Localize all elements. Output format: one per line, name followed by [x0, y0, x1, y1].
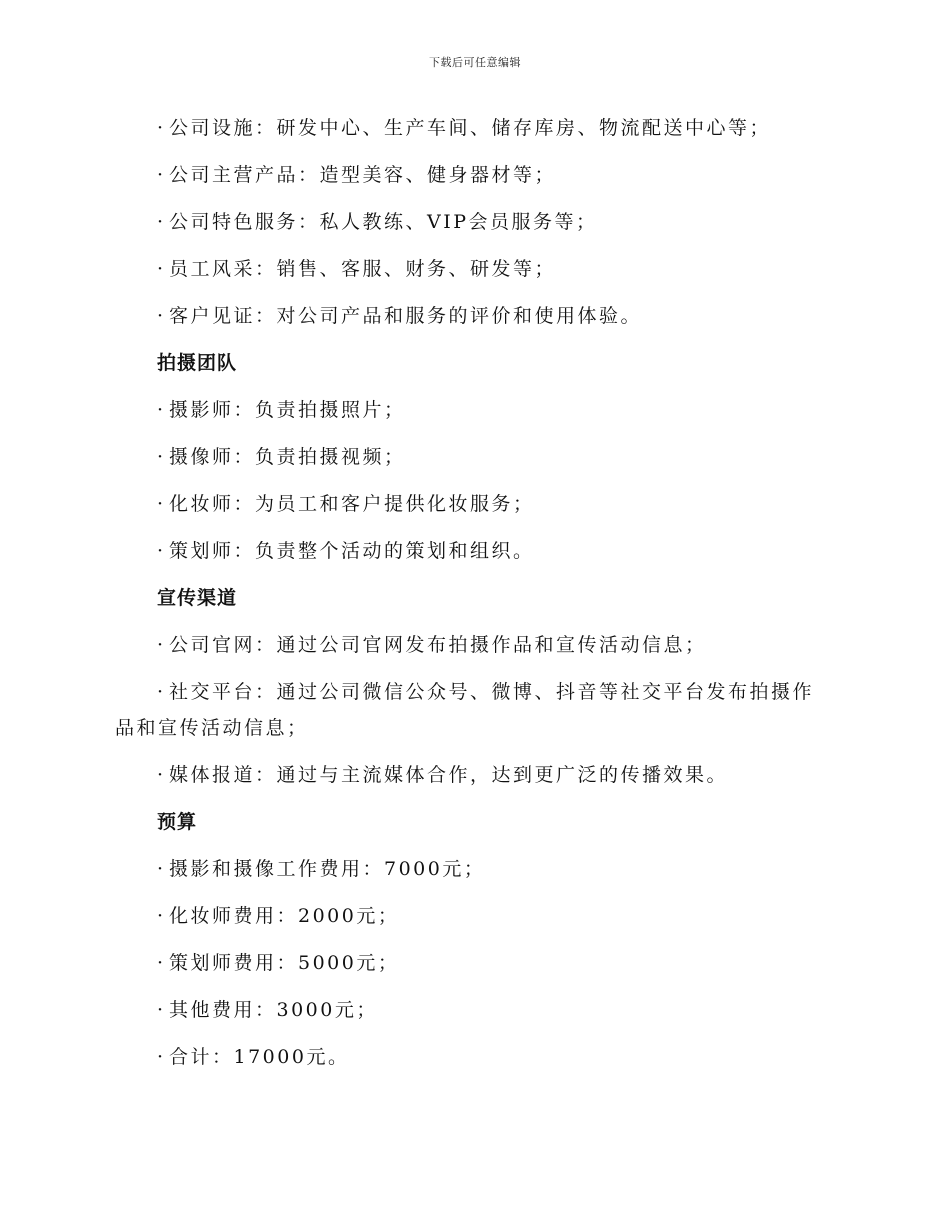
bullet: · — [157, 164, 164, 186]
bullet: · — [157, 305, 164, 327]
bullet: · — [157, 952, 164, 974]
list-item: · 策划师：负责整个活动的策划和组织。 — [115, 533, 825, 569]
bullet: · — [157, 1046, 164, 1068]
list-item: · 其他费用：3000元； — [115, 992, 825, 1028]
bullet: · — [157, 634, 164, 656]
bullet: · — [157, 858, 164, 880]
list-item: · 媒体报道：通过与主流媒体合作，达到更广泛的传播效果。 — [115, 757, 825, 793]
list-item: · 摄像师：负责拍摄视频； — [115, 439, 825, 475]
section-heading-budget: 预算 — [157, 811, 198, 833]
list-item: · 公司特色服务：私人教练、VIP会员服务等； — [115, 204, 825, 240]
list-item: · 摄影和摄像工作费用：7000元； — [115, 851, 825, 887]
bullet: · — [157, 493, 164, 515]
list-item: · 公司设施：研发中心、生产车间、储存库房、物流配送中心等； — [115, 110, 825, 146]
bullet: · — [157, 905, 164, 927]
bullet: · — [157, 764, 164, 786]
list-item: · 化妆师费用：2000元； — [115, 898, 825, 934]
page-header: 下载后可任意编辑 — [429, 56, 521, 69]
bullet: · — [157, 399, 164, 421]
section-heading-channels: 宣传渠道 — [157, 587, 238, 609]
list-item: · 员工风采：销售、客服、财务、研发等； — [115, 251, 825, 287]
section-heading-team: 拍摄团队 — [157, 352, 238, 374]
list-item: · 化妆师：为员工和客户提供化妆服务； — [115, 486, 825, 522]
bullet: · — [157, 999, 164, 1021]
list-item: · 摄影师：负责拍摄照片； — [115, 392, 825, 428]
list-item: · 公司官网：通过公司官网发布拍摄作品和宣传活动信息； — [115, 627, 825, 663]
list-item: · 公司主营产品：造型美容、健身器材等； — [115, 157, 825, 193]
document-body — [115, 110, 825, 1086]
bullet: · — [157, 117, 164, 139]
bullet: · — [157, 540, 164, 562]
bullet: · — [157, 446, 164, 468]
bullet: · — [157, 258, 164, 280]
list-item: · 策划师费用：5000元； — [115, 945, 825, 981]
list-item: · 社交平台：通过公司微信公众号、微博、抖音等社交平台发布拍摄作品和宣传活动信息； — [115, 674, 825, 746]
list-item: · 合计：17000元。 — [115, 1039, 825, 1075]
bullet: · — [157, 211, 164, 233]
list-item: · 客户见证：对公司产品和服务的评价和使用体验。 — [115, 298, 825, 334]
bullet: · — [157, 681, 164, 703]
